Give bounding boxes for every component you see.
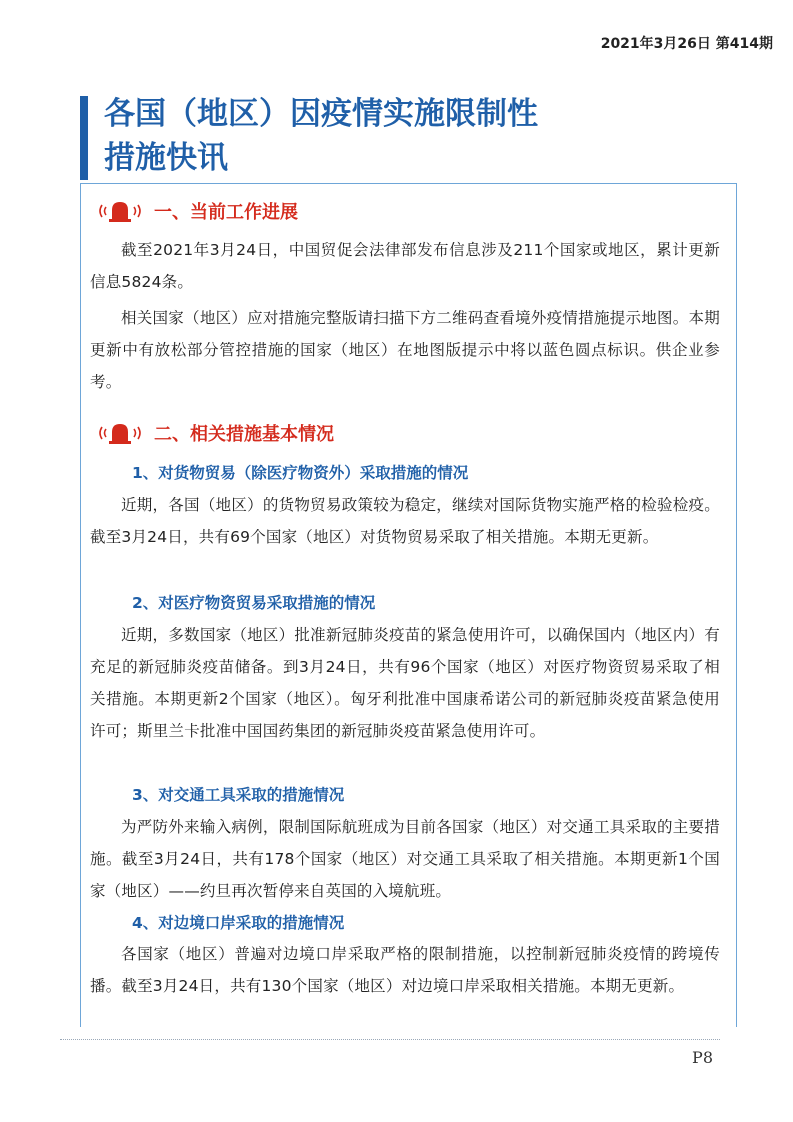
section1-title: 一、当前工作进展 [154,202,298,223]
subsection-2-body: 近期，多数国家（地区）批准新冠肺炎疫苗的紧急使用许可，以确保国内（地区内）有充足的新冠肺炎疫苗储备。到3月24日，共有96个国家（地区）对医疗物资贸易采取了相关措施。本期更新2个国家（地区）。匈牙利批准中国康希诺公司的新冠肺炎疫苗紧急使用许可；斯里兰卡批准中国国药集团的新冠肺炎疫苗紧急使用许可。 [90,626,720,740]
alarm-bell-icon [96,197,144,225]
subsection-1-heading: 1、对货物贸易（除医疗物资外）采取措施的情况 [132,464,469,482]
subsection-4-body: 各国家（地区）普遍对边境口岸采取严格的限制措施，以控制新冠肺炎疫情的跨境传播。截至3月24日，共有130个国家（地区）对边境口岸采取相关措施。本期无更新。 [90,945,720,995]
subsection-1-body: 近期，各国（地区）的货物贸易政策较为稳定，继续对国际货物实施严格的检验检疫。截至3月24日，共有69个国家（地区）对货物贸易采取了相关措施。本期无更新。 [90,496,720,546]
subsection-4-heading: 4、对边境口岸采取的措施情况 [132,914,345,932]
section2-header [96,418,334,448]
page-number: P8 [692,1048,713,1067]
page-title [104,92,538,180]
title-accent-bar [80,96,88,180]
alarm-bell-icon [96,419,144,447]
footer-divider [60,1039,720,1040]
page-title-line1: 各国（地区）因疫情实施限制性 [104,96,538,132]
section1-paragraph-2: 相关国家（地区）应对措施完整版请扫描下方二维码查看境外疫情措施提示地图。本期更新中有放松部分管控措施的国家（地区）在地图版提示中将以蓝色圆点标识。供企业参考。 [90,309,720,391]
page-title-line2: 措施快讯 [104,140,228,176]
section1-paragraph-1: 截至2021年3月24日，中国贸促会法律部发布信息涉及211个国家或地区，累计更新信息5824条。 [90,241,720,291]
subsection-2-heading: 2、对医疗物资贸易采取措施的情况 [132,594,376,612]
section2-title: 二、相关措施基本情况 [154,424,334,445]
subsection-3-body: 为严防外来输入病例，限制国际航班成为目前各国家（地区）对交通工具采取的主要措施。截至3月24日，共有178个国家（地区）对交通工具采取了相关措施。本期更新1个国家（地区）——约旦再次暂停来自英国的入境航班。 [90,818,720,900]
section1-header [96,196,298,226]
subsection-3-heading: 3、对交通工具采取的措施情况 [132,786,345,804]
issue-date: 2021年3月26日 第414期 [600,36,773,52]
